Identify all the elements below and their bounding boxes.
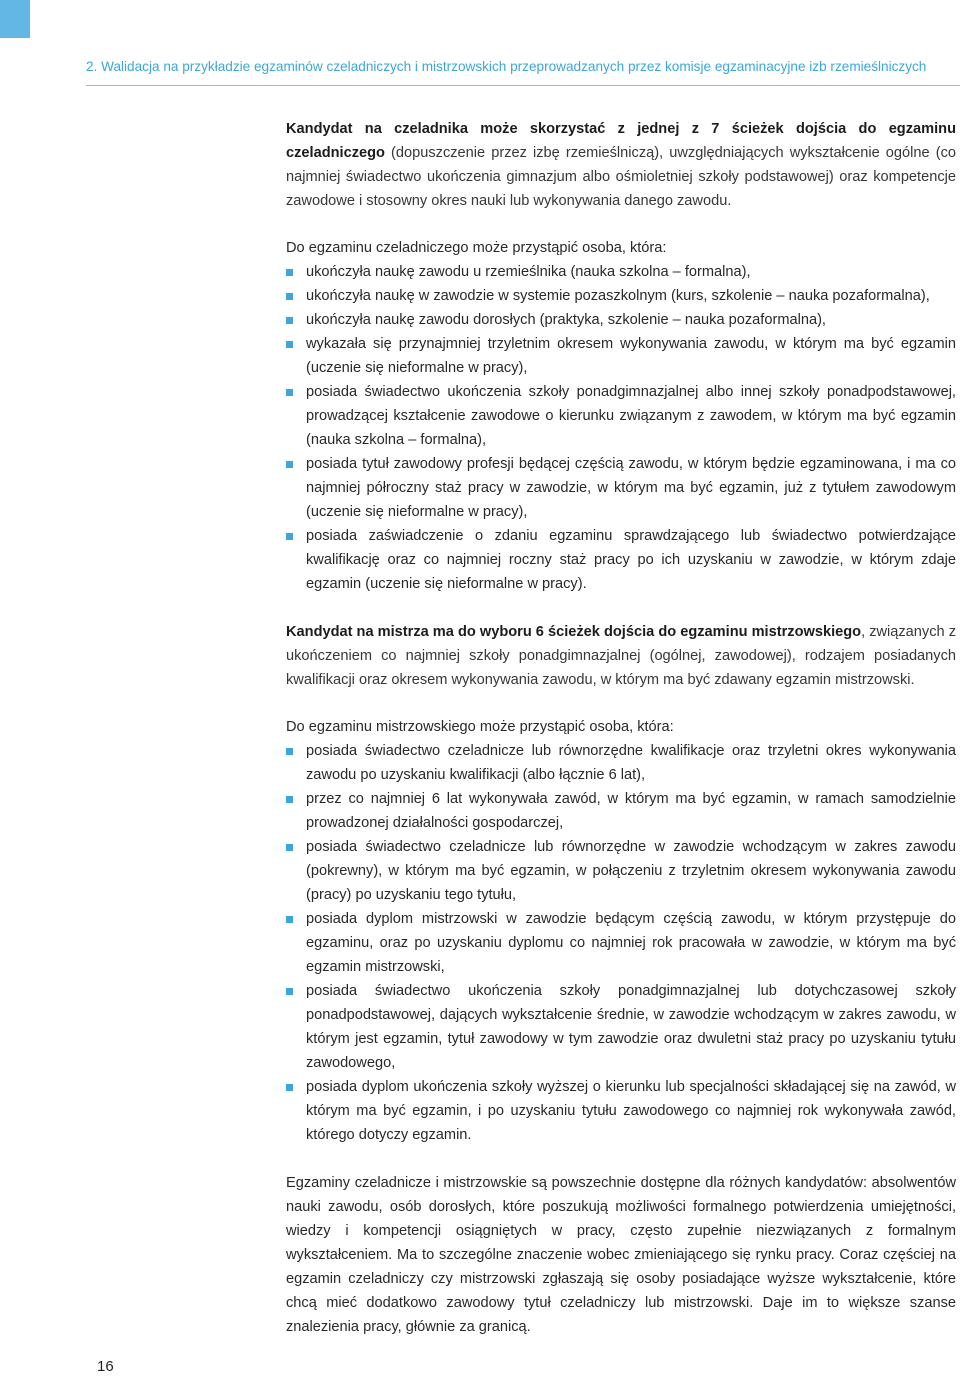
list-item [286, 907, 956, 979]
list-item-text: posiada świadectwo czeladnicze lub równorzędne kwalifikacje oraz trzyletni okres wykonywania zawodu po uzyskaniu kwalifikacji (albo łącznie 6 lat), [306, 743, 956, 783]
list-item [286, 308, 956, 332]
list-item-text: posiada dyplom mistrzowski w zawodzie będącym częścią zawodu, w którym przystępuje do egzaminu, oraz po uzyskaniu dyplomu co najmniej rok pracowała w zawodzie, w którym ma być egzamin mistrzowski, [306, 911, 956, 975]
square-bullet-icon [286, 916, 293, 923]
master-intro-text: , związanych z ukończeniem co najmniej szkoły ponadgimnazjalnej (ogólnej, zawodowej), rodzajem posiadanych kwalifikacji oraz okresem wykonywania zawodu, w którym ma być zdawany egzamin mistrzowski. [286, 624, 956, 688]
header-divider [86, 85, 960, 86]
master-lead: Do egzaminu mistrzowskiego może przystąpić osoba, która: [286, 719, 674, 735]
corner-tab-decoration [0, 0, 30, 38]
square-bullet-icon [286, 341, 293, 348]
list-item-text: wykazała się przynajmniej trzyletnim okresem wykonywania zawodu, w którym ma być egzamin (uczenie się nieformalne w pracy), [306, 336, 956, 376]
square-bullet-icon [286, 269, 293, 276]
square-bullet-icon [286, 748, 293, 755]
square-bullet-icon [286, 988, 293, 995]
list-item [286, 739, 956, 787]
list-item [286, 1075, 956, 1147]
main-content [286, 117, 956, 1339]
apprentice-requirements-list [286, 260, 956, 596]
square-bullet-icon [286, 844, 293, 851]
running-header-title: 2. Walidacja na przykładzie egzaminów czeladniczych i mistrzowskich przeprowadzanych przez komisje egzaminacyjne izb rzemieślniczych [86, 59, 927, 74]
list-item-text: posiada świadectwo ukończenia szkoły ponadgimnazjalnej albo innej szkoły ponadpodstawowej, prowadzącej kształcenie zawodowe o kierunku związanym z zawodem, w którym ma być egzamin (nauka szkolna – formalna), [306, 384, 956, 448]
list-item-text: przez co najmniej 6 lat wykonywała zawód, w którym ma być egzamin, w ramach samodzielnie prowadzonej działalności gospodarczej, [306, 791, 956, 831]
list-item [286, 787, 956, 835]
list-item [286, 284, 956, 308]
list-item [286, 260, 956, 284]
list-item-text: posiada zaświadczenie o zdaniu egzaminu sprawdzającego lub świadectwo potwierdzające kwalifikację oraz co najmniej roczny staż pracy po ich uzyskaniu w zawodzie, w którym zdaje egzamin (uczenie się nieformalne w pracy). [306, 528, 956, 592]
list-item [286, 332, 956, 380]
list-item [286, 380, 956, 452]
square-bullet-icon [286, 389, 293, 396]
list-item [286, 452, 956, 524]
apprentice-intro-paragraph [286, 117, 956, 213]
apprentice-lead: Do egzaminu czeladniczego może przystąpić osoba, która: [286, 240, 667, 256]
master-requirements-list [286, 739, 956, 1147]
apprentice-intro-bold: Kandydat na czeladnika może skorzystać z jednej z 7 ścieżek dojścia do egzaminu czeladniczego [286, 121, 956, 161]
square-bullet-icon [286, 317, 293, 324]
apprentice-intro-text: (dopuszczenie przez izbę rzemieślniczą), uwzględniających wykształcenie ogólne (co najmniej świadectwo ukończenia gimnazjum albo ośmioletniej szkoły podstawowej) oraz kompetencje zawodowe i stosowny okres nauki lub wykonywania danego zawodu. [286, 145, 956, 209]
list-item-text: posiada świadectwo ukończenia szkoły ponadgimnazjalnej lub dotychczasowej szkoły ponadpodstawowej, dających wykształcenie średnie, w zawodzie wchodzącym w zakres zawodu, w którym jest egzamin, tytuł zawodowy w tym zawodzie oraz dwuletni staż pracy po uzyskaniu tytułu zawodowego, [306, 983, 956, 1071]
square-bullet-icon [286, 461, 293, 468]
square-bullet-icon [286, 1084, 293, 1091]
list-item-text: ukończyła naukę zawodu dorosłych (praktyka, szkolenie – nauka pozaformalna), [306, 312, 826, 328]
list-item-text: ukończyła naukę zawodu u rzemieślnika (nauka szkolna – formalna), [306, 264, 751, 280]
square-bullet-icon [286, 796, 293, 803]
page-number: 16 [97, 1358, 114, 1375]
list-item [286, 979, 956, 1075]
list-item-text: posiada świadectwo czeladnicze lub równorzędne w zawodzie wchodzącym w zakres zawodu (pokrewny), w którym ma być egzamin, w połączeniu z trzyletnim okresem wykonywania zawodu (pracy) po uzyskaniu tego tytułu, [306, 839, 956, 903]
master-intro-paragraph [286, 620, 956, 692]
closing-paragraph: Egzaminy czeladnicze i mistrzowskie są powszechnie dostępne dla różnych kandydatów: absolwentów nauki zawodu, osób dorosłych, które poszukują możliwości formalnego potwierdzenia umiejętności, wiedzy i kompetencji osiągniętych w pracy, często zupełnie niezwiązanych z formalnym wykształceniem. Ma to szczególne znaczenie wobec zmieniającego się rynku pracy. Coraz częściej na egzamin czeladniczy czy mistrzowski zgłaszają się osoby posiadające wyższe wykształcenie, które chcą mieć dodatkowo zawodowy tytuł czeladniczy lub mistrzowski. Daje im to większe szanse znalezienia pracy, głównie za granicą. [286, 1175, 956, 1335]
list-item [286, 835, 956, 907]
list-item-text: ukończyła naukę w zawodzie w systemie pozaszkolnym (kurs, szkolenie – nauka pozaformalna), [306, 288, 930, 304]
square-bullet-icon [286, 293, 293, 300]
square-bullet-icon [286, 533, 293, 540]
master-intro-bold: Kandydat na mistrza ma do wyboru 6 ścieżek dojścia do egzaminu mistrzowskiego [286, 624, 862, 640]
list-item [286, 524, 956, 596]
list-item-text: posiada tytuł zawodowy profesji będącej częścią zawodu, w którym będzie egzaminowana, i ma co najmniej półroczny staż pracy w zawodzie, w którym ma być egzamin, już z tytułem zawodowym (uczenie się nieformalne w pracy), [306, 456, 956, 520]
list-item-text: posiada dyplom ukończenia szkoły wyższej o kierunku lub specjalności składającej się na zawód, w którym ma być egzamin, i po uzyskaniu tytułu zawodowego co najmniej rok wykonywała zawód, którego dotyczy egzamin. [306, 1079, 956, 1143]
